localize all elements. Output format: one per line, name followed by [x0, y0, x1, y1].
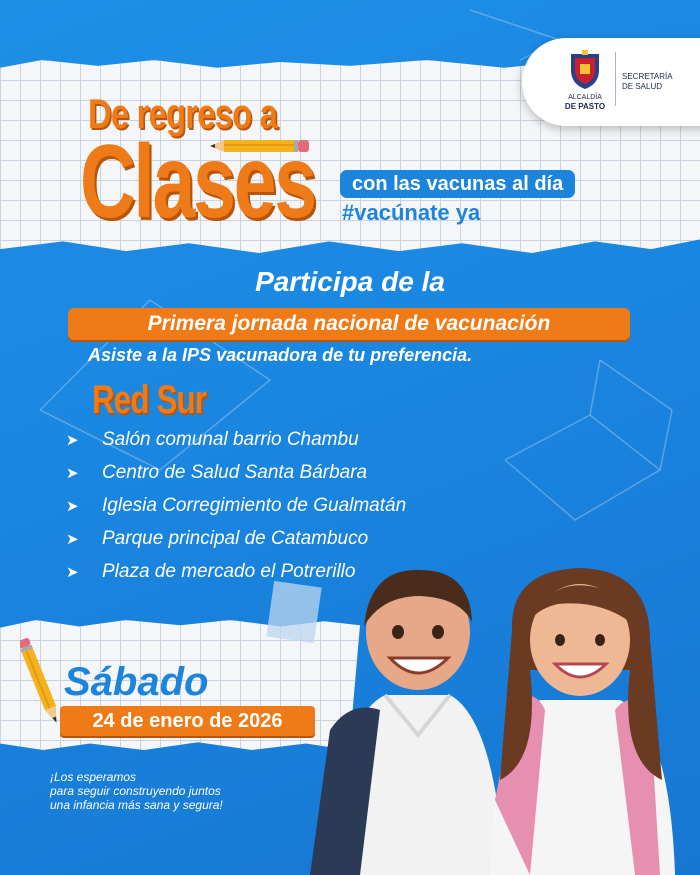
closing-message [50, 770, 223, 812]
logo-department [622, 72, 700, 92]
list-item [66, 462, 367, 484]
hashtag: #vacúnate ya [342, 200, 481, 225]
closing-line-3: una infancia más sana y segura! [50, 798, 223, 812]
event-day: Sábado [64, 660, 209, 704]
network-title: Red Sur [92, 378, 207, 422]
logo-department-line1: SECRETARÍA [622, 72, 673, 81]
arrow-icon: ➤ [66, 531, 79, 548]
event-date: 24 de enero de 2026 [60, 706, 315, 736]
arrow-icon: ➤ [66, 498, 79, 515]
title-line-2: Clases [80, 124, 315, 240]
intro-text: Participa de la [255, 266, 445, 297]
list-item [66, 495, 406, 517]
children-photo [290, 560, 700, 875]
location-label: Salón comunal barrio Chambu [102, 429, 359, 450]
event-name: Primera jornada nacional de vacunación [147, 312, 551, 335]
logo-city-label: ALCALDÍA [568, 94, 602, 101]
arrow-icon: ➤ [66, 465, 79, 482]
logo-divider [615, 52, 616, 106]
event-banner [68, 308, 630, 340]
location-label: Iglesia Corregimiento de Gualmatán [102, 495, 407, 516]
subtitle-pill: con las vacunas al día [340, 170, 575, 198]
pencil-icon [20, 632, 60, 732]
list-item [66, 429, 359, 451]
closing-line-1: ¡Los esperamos [50, 770, 137, 784]
title-line-1: De regreso a [88, 90, 278, 137]
list-item [66, 528, 368, 550]
instruction-text: Asiste a la IPS vacunadora de tu preferencia. [88, 345, 473, 365]
location-label: Centro de Salud Santa Bárbara [102, 462, 368, 483]
logo-city-name: DE PASTO [564, 102, 606, 111]
arrow-icon: ➤ [66, 564, 79, 581]
closing-line-2: para seguir construyendo juntos [50, 784, 221, 798]
location-label: Plaza de mercado el Potrerillo [102, 561, 356, 582]
logo-department-line2: DE SALUD [622, 82, 663, 91]
coat-of-arms-icon [568, 50, 602, 90]
location-label: Parque principal de Catambuco [102, 528, 369, 549]
arrow-icon: ➤ [66, 432, 79, 449]
